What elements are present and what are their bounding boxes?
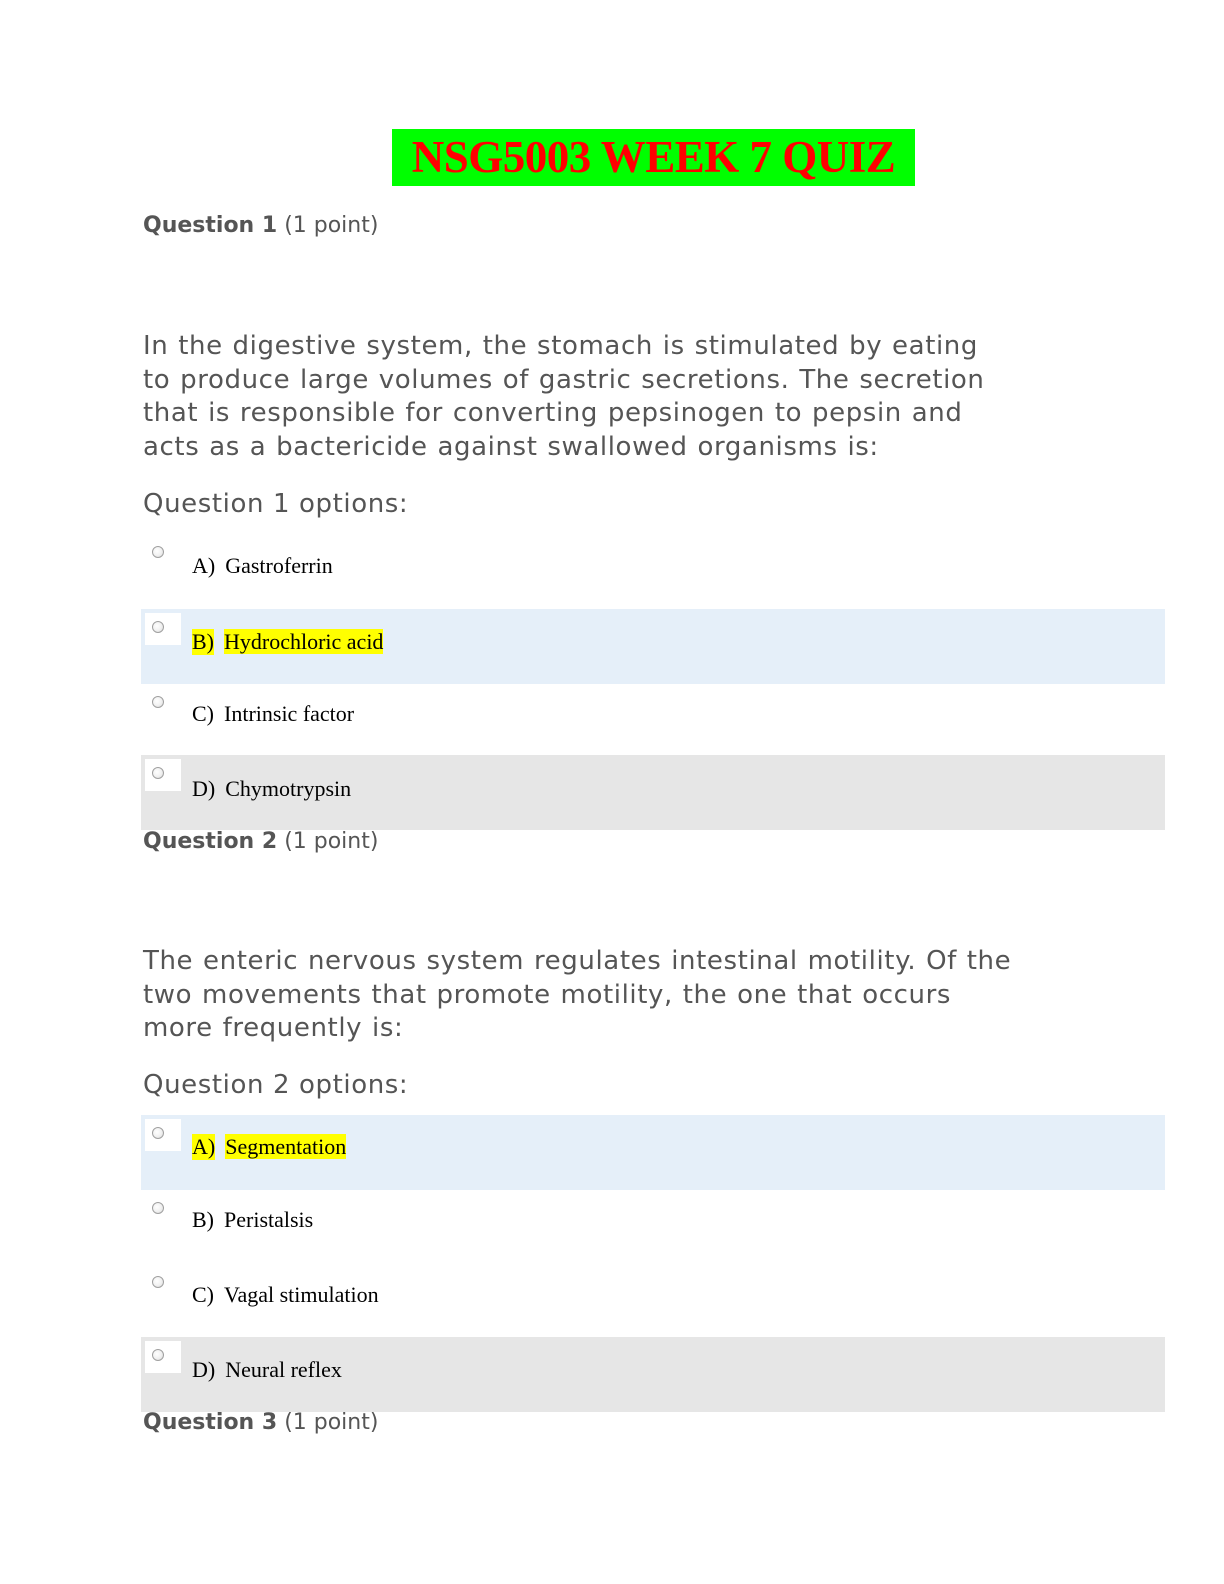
option-label bbox=[192, 701, 354, 727]
question-1-label: Question 1 bbox=[143, 213, 278, 238]
question-2-text-line: two movements that promote motility, the one that occurs bbox=[143, 979, 952, 1010]
option-label bbox=[192, 629, 383, 655]
quiz-title: NSG5003 WEEK 7 QUIZ bbox=[392, 129, 915, 186]
option-letter: B) bbox=[192, 1207, 214, 1232]
radio-button[interactable] bbox=[152, 767, 164, 779]
question-2-options-label: Question 2 options: bbox=[143, 1070, 409, 1100]
question-1-text-line: In the digestive system, the stomach is stimulated by eating bbox=[143, 331, 978, 361]
question-2-label: Question 2 bbox=[143, 829, 278, 854]
question-2-header bbox=[143, 828, 378, 856]
option-letter: D) bbox=[192, 1357, 216, 1382]
question-3-points: (1 point) bbox=[284, 1410, 379, 1435]
option-text: Neural reflex bbox=[225, 1357, 342, 1382]
radio-container[interactable] bbox=[145, 613, 181, 645]
question-3-header bbox=[143, 1409, 378, 1437]
option-text: Segmentation bbox=[225, 1134, 347, 1159]
radio-button[interactable] bbox=[152, 621, 164, 633]
question-2-option-d[interactable] bbox=[141, 1337, 1165, 1412]
option-text: Vagal stimulation bbox=[224, 1282, 379, 1307]
radio-container[interactable] bbox=[145, 759, 181, 791]
radio-container[interactable] bbox=[145, 1341, 181, 1373]
question-1-option-b[interactable] bbox=[141, 609, 1165, 684]
question-1-text-line: that is responsible for converting pepsinogen to pepsin and bbox=[143, 398, 963, 428]
question-1-points: (1 point) bbox=[284, 213, 379, 238]
option-text: Peristalsis bbox=[224, 1207, 314, 1232]
radio-button[interactable] bbox=[152, 1202, 164, 1214]
radio-button[interactable] bbox=[152, 1127, 164, 1139]
question-3-label: Question 3 bbox=[143, 1410, 278, 1435]
question-2-option-c[interactable] bbox=[141, 1264, 1165, 1339]
radio-button[interactable] bbox=[152, 1349, 164, 1361]
question-1-text-line: acts as a bactericide against swallowed organisms is: bbox=[143, 431, 879, 462]
question-2-option-a[interactable] bbox=[141, 1115, 1165, 1190]
radio-container[interactable] bbox=[145, 1119, 181, 1151]
question-2-text-line: more frequently is: bbox=[143, 1013, 404, 1043]
option-text: Hydrochloric acid bbox=[224, 629, 384, 654]
question-1-header bbox=[143, 212, 378, 240]
question-1-option-a[interactable] bbox=[141, 532, 1165, 607]
option-label bbox=[192, 1207, 313, 1233]
option-letter: C) bbox=[192, 1282, 214, 1307]
option-label bbox=[192, 553, 333, 579]
option-label bbox=[192, 1357, 342, 1383]
radio-container[interactable] bbox=[145, 1268, 181, 1300]
option-letter: A) bbox=[192, 1134, 216, 1159]
option-letter: D) bbox=[192, 776, 216, 801]
option-letter: C) bbox=[192, 701, 214, 726]
option-text: Chymotrypsin bbox=[225, 776, 352, 801]
question-2-text-line: The enteric nervous system regulates intestinal motility. Of the bbox=[143, 946, 1012, 976]
question-1-options-label: Question 1 options: bbox=[143, 489, 409, 519]
option-label bbox=[192, 1134, 346, 1160]
radio-button[interactable] bbox=[152, 696, 164, 708]
question-2-points: (1 point) bbox=[284, 829, 379, 854]
option-text: Intrinsic factor bbox=[224, 701, 355, 726]
option-letter: B) bbox=[192, 629, 214, 654]
radio-button[interactable] bbox=[152, 546, 164, 558]
radio-container[interactable] bbox=[145, 688, 181, 720]
option-letter: A) bbox=[192, 553, 216, 578]
radio-container[interactable] bbox=[145, 1194, 181, 1226]
radio-button[interactable] bbox=[152, 1276, 164, 1288]
question-1-text bbox=[143, 330, 1083, 464]
question-1-option-c[interactable] bbox=[141, 684, 1165, 759]
radio-container[interactable] bbox=[145, 538, 181, 570]
question-2-option-b[interactable] bbox=[141, 1190, 1165, 1265]
option-label bbox=[192, 1282, 379, 1308]
question-2-text bbox=[143, 945, 1083, 1046]
question-1-text-line: to produce large volumes of gastric secretions. The secretion bbox=[143, 364, 985, 395]
option-label bbox=[192, 776, 351, 802]
option-text: Gastroferrin bbox=[225, 553, 333, 578]
question-1-option-d[interactable] bbox=[141, 755, 1165, 830]
